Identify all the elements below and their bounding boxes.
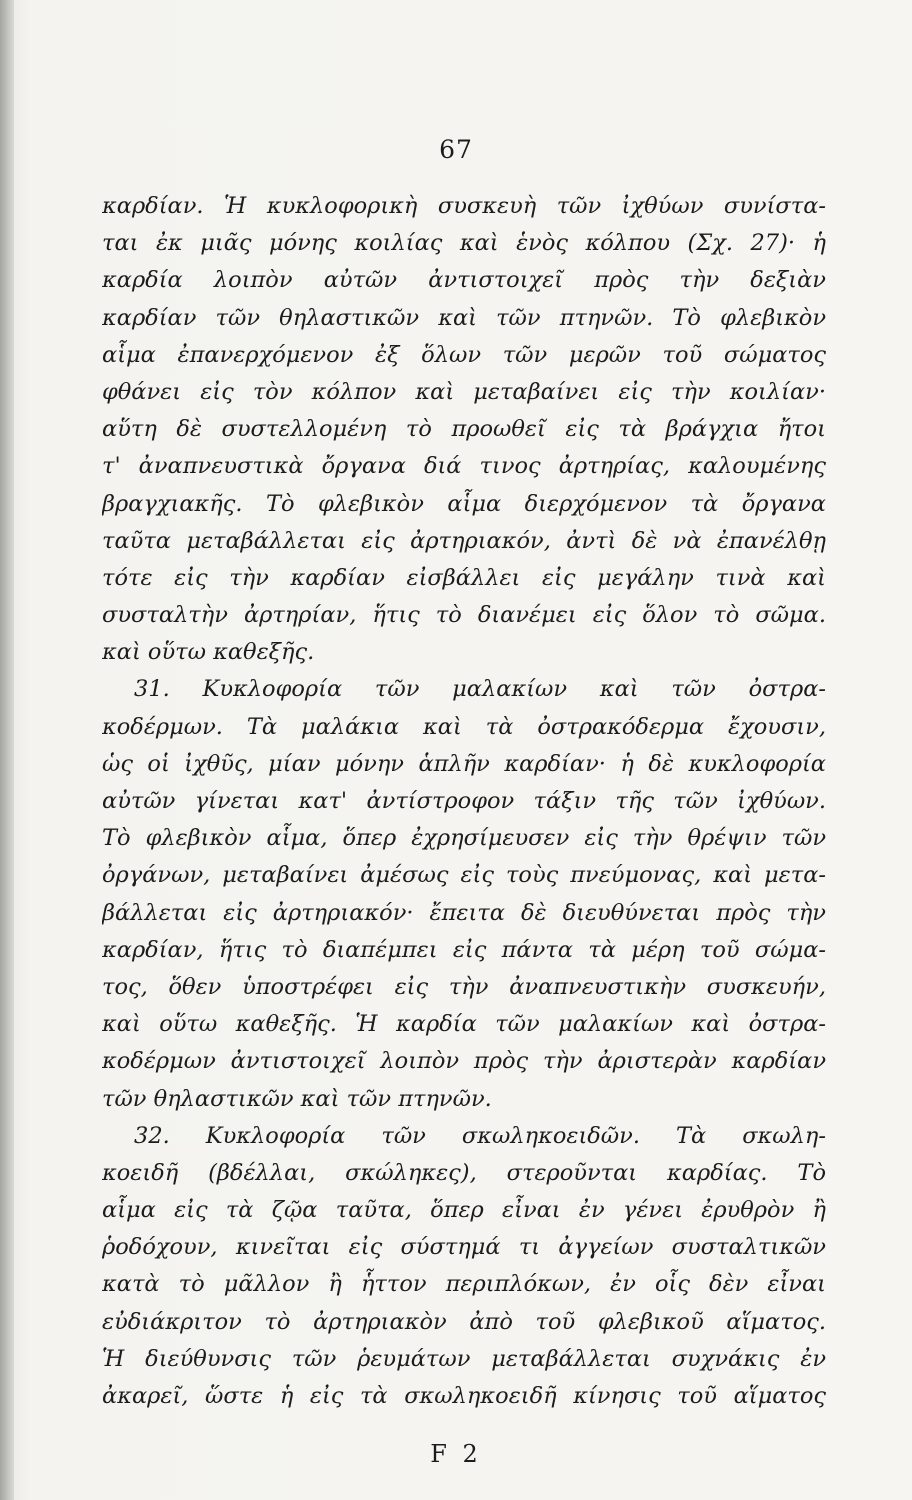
text-line: Ἡ διεύθυνσις τῶν ῥευμάτων μεταβάλλεται συχνάκις ἐν <box>102 1345 826 1372</box>
text-line: Τὸ φλεβικὸν αἷμα, ὅπερ ἐχρησίμευσεν εἰς τὴν θρέψιν τῶν <box>102 825 826 852</box>
text-line: καρδία λοιπὸν αὐτῶν ἀντιστοιχεῖ πρὸς τὴν δεξιὰν <box>102 267 826 294</box>
text-line: βάλλεται εἰς ἀρτηριακόν· ἔπειτα δὲ διευθύνεται πρὸς τὴν <box>102 899 826 926</box>
text-line: αὐτῶν γίνεται κατ' ἀντίστροφον τάξιν τῆς τῶν ἰχθύων. <box>102 788 826 814</box>
section-heading-line: 32. Κυκλοφορία τῶν σκωληκοειδῶν. Τὰ σκωλη- <box>134 1122 826 1149</box>
text-line: κοδέρμων. Τὰ μαλάκια καὶ τὰ ὀστρακόδερμα ἔχουσιν, <box>102 713 826 740</box>
text-line: τότε εἰς τὴν καρδίαν εἰσβάλλει εἰς μεγάλην τινὰ καὶ <box>102 564 826 591</box>
text-line: βραγχιακῆς. Τὸ φλεβικὸν αἷμα διερχόμενον τὰ ὄργανα <box>102 490 826 517</box>
text-line: τος, ὅθεν ὑποστρέφει εἰς τὴν ἀναπνευστικὴν συσκευήν, <box>102 973 826 1000</box>
signature-mark: F 2 <box>430 1440 482 1468</box>
text-line: κοδέρμων ἀντιστοιχεῖ λοιπὸν πρὸς τὴν ἀριστερὰν καρδίαν <box>102 1048 826 1075</box>
text-line: καρδίαν. Ἡ κυκλοφορικὴ συσκευὴ τῶν ἰχθύων συνίστα- <box>102 193 826 219</box>
text-line: ται ἐκ μιᾶς μόνης κοιλίας καὶ ἑνὸς κόλπου (Σχ. 27)· ἡ <box>102 230 826 257</box>
text-line: αἷμα ἐπανερχόμενον ἐξ ὅλων τῶν μερῶν τοῦ σώματος <box>102 341 826 368</box>
text-line: ῥοδόχουν, κινεῖται εἰς σύστημά τι ἀγγείων συσταλτικῶν <box>102 1234 826 1261</box>
section-heading-line: 31. Κυκλοφορία τῶν μαλακίων καὶ τῶν ὀστρα- <box>134 676 826 703</box>
page-number: 67 <box>439 135 473 164</box>
text-line: καὶ οὕτω καθεξῆς. Ἡ καρδία τῶν μαλακίων καὶ ὀστρα- <box>102 1011 826 1038</box>
body-text <box>102 188 826 1415</box>
text-line: καρδίαν, ἥτις τὸ διαπέμπει εἰς πάντα τὰ μέρη τοῦ σώμα- <box>102 936 826 963</box>
text-line: κατὰ τὸ μᾶλλον ἢ ἧττον περιπλόκων, ἐν οἷς δὲν εἶναι <box>102 1271 826 1298</box>
text-line: καὶ οὕτω καθεξῆς. <box>102 639 315 666</box>
text-line: τ' ἀναπνευστικὰ ὄργανα διά τινος ἀρτηρίας, καλουμένης <box>102 453 826 480</box>
text-line: συσταλτὴν ἀρτηρίαν, ἥτις τὸ διανέμει εἰς ὅλον τὸ σῶμα. <box>102 602 826 629</box>
text-line: αὕτη δὲ συστελλομένη τὸ προωθεῖ εἰς τὰ βράγχια ἤτοι <box>102 416 826 443</box>
text-line: τῶν θηλαστικῶν καὶ τῶν πτηνῶν. <box>102 1085 492 1112</box>
text-line: καρδίαν τῶν θηλαστικῶν καὶ τῶν πτηνῶν. Τὸ φλεβικὸν <box>102 304 826 331</box>
page-binding-edge <box>0 0 14 1500</box>
text-line: κοειδῆ (βδέλλαι, σκώληκες), στεροῦνται καρδίας. Τὸ <box>102 1159 826 1186</box>
text-line: ἀκαρεῖ, ὥστε ἡ εἰς τὰ σκωληκοειδῆ κίνησις τοῦ αἵματος <box>102 1383 826 1409</box>
text-line: εὐδιάκριτον τὸ ἀρτηριακὸν ἀπὸ τοῦ φλεβικοῦ αἵματος. <box>102 1308 826 1335</box>
text-line: ταῦτα μεταβάλλεται εἰς ἀρτηριακόν, ἀντὶ δὲ νὰ ἐπανέλθῃ <box>102 527 826 554</box>
text-line: αἷμα εἰς τὰ ζῷα ταῦτα, ὅπερ εἶναι ἐν γένει ἐρυθρὸν ἢ <box>102 1197 826 1224</box>
text-line: ὀργάνων, μεταβαίνει ἀμέσως εἰς τοὺς πνεύμονας, καὶ μετα- <box>102 862 826 889</box>
text-line: φθάνει εἰς τὸν κόλπον καὶ μεταβαίνει εἰς τὴν κοιλίαν· <box>102 378 826 405</box>
text-line: ὡς οἱ ἰχθῦς, μίαν μόνην ἁπλῆν καρδίαν· ἡ δὲ κυκλοφορία <box>102 750 826 777</box>
